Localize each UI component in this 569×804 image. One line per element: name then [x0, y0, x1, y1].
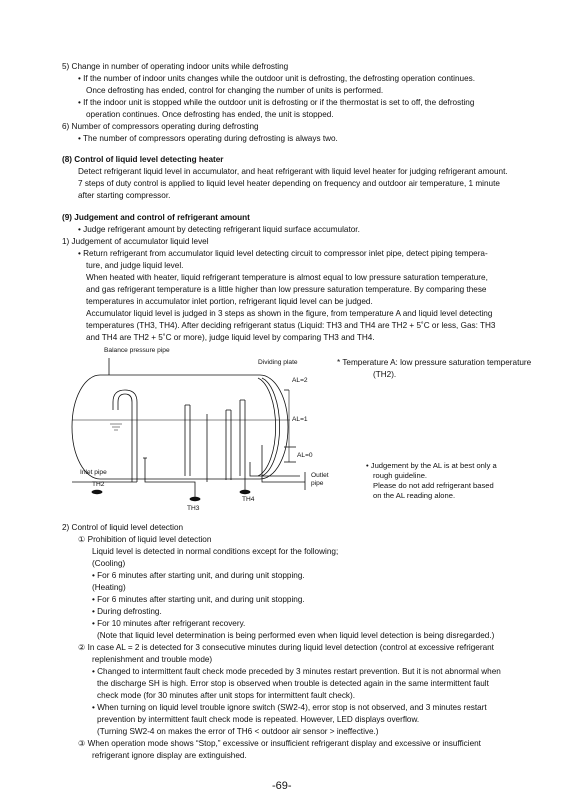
judgement-note-line: Please do not add refrigerant based	[373, 481, 494, 490]
control-1-line: (Cooling)	[92, 559, 126, 568]
control-2-line: replenishment and trouble mode)	[92, 655, 213, 664]
th3-label: TH3	[187, 505, 200, 512]
control-2-line: ② In case AL = 2 is detected for 3 consecutive minutes during liquid level detection (control at excessive refrigerant	[78, 643, 494, 652]
section-9-line: and gas refrigerant temperature is a little higher than low pressure saturation temperature. By comparing these	[86, 285, 487, 294]
section-9-title: (9) Judgement and control of refrigerant amount	[62, 213, 250, 222]
th2-label: TH2	[92, 481, 105, 488]
th3-pipe	[185, 405, 190, 476]
control-2-line: prevention by intermittent fault check mode is repeated. However, LED displays overflow.	[97, 715, 420, 724]
th4-label: TH4	[242, 496, 255, 503]
section-8-line: 7 steps of duty control is applied to liquid level heater depending on frequency and outdoor air temperature, 1 minute	[78, 179, 500, 188]
judgement-note-line: on the AL reading alone.	[373, 491, 456, 500]
balance-pipe-label: Balance pressure pipe	[104, 347, 170, 354]
control-1-line: Liquid level is detected in normal conditions except for the following;	[92, 547, 339, 556]
section-6-line: • The number of compressors operating during defrosting is always two.	[78, 134, 338, 143]
section-5-title: 5) Change in number of operating indoor units while defrosting	[62, 62, 289, 71]
section-2-title: 2) Control of liquid level detection	[62, 523, 184, 532]
outlet-pipe-label: Outlet pipe	[311, 472, 329, 487]
control-1-line: (Heating)	[92, 583, 126, 592]
section-9-sub1-title: 1) Judgement of accumulator liquid level	[62, 237, 209, 246]
section-8-line: Detect refrigerant liquid level in accumulator, and heat refrigerant with liquid level heater for judging refrigerant amount.	[78, 167, 508, 176]
control-2-line: (Turning SW2-4 on makes the error of TH6 < outdoor air sensor > ineffective.)	[97, 727, 379, 736]
control-3-line: refrigerant ignore display are extinguished.	[92, 751, 247, 760]
control-1-line: • During defrosting.	[92, 607, 162, 616]
al0-label: AL=0	[297, 452, 313, 459]
al2-label: AL=2	[292, 377, 308, 384]
dividing-plate	[262, 378, 280, 476]
accumulator-tank	[72, 375, 288, 479]
control-1-line: • For 6 minutes after starting unit, and during unit stopping.	[92, 595, 305, 604]
section-5-line: • If the indoor unit is stopped while the outdoor unit is defrosting or if the thermostat is set to off, the defrosting	[78, 98, 475, 107]
section-9-line: • Return refrigerant from accumulator liquid level detecting circuit to compressor inlet pipe, detect piping tempera-	[78, 249, 488, 258]
section-9-line: When heated with heater, liquid refrigerant temperature is almost equal to low pressure saturation temperature,	[86, 273, 488, 282]
section-9-line: temperatures in accumulator inlet portion, refrigerant liquid level can be judged.	[86, 297, 373, 306]
control-1-line: (Note that liquid level determination is being performed even when liquid level detection is being disregarded.)	[97, 631, 495, 640]
control-3-line: ③ When operation mode shows “Stop,” excessive or insufficient refrigerant display and excessive or insufficient	[78, 739, 481, 748]
control-1-line: • For 6 minutes after starting unit, and during unit stopping.	[92, 571, 305, 580]
section-9-line: ture, and judge liquid level.	[86, 261, 184, 270]
th2-sensor	[92, 490, 102, 494]
section-6-title: 6) Number of compressors operating during defrosting	[62, 122, 259, 131]
control-2-line: check mode (for 30 minutes after unit stops for intermittent fault check).	[97, 691, 356, 700]
control-2-line: • When turning on liquid level trouble ignore switch (SW2-4), error stop is not observed, and 3 minutes restart	[92, 703, 487, 712]
section-8-line: after starting compressor.	[78, 191, 171, 200]
section-9-line: temperatures (TH3, TH4). After deciding refrigerant status (Liquid: TH3 and TH4 are TH2 + 5˚C or less, Gas: TH3	[86, 321, 496, 330]
inlet-pipe	[118, 394, 132, 482]
control-2-line: the discharge SH is high. Error stop is observed when trouble is detected again in the same intermittent fault	[97, 679, 489, 688]
control-1-line: • For 10 minutes after refrigerant recovery.	[92, 619, 246, 628]
section-9-bullet: • Judge refrigerant amount by detecting refrigerant liquid surface accumulator.	[78, 225, 360, 234]
th3-sensor	[190, 497, 200, 501]
section-9-line: Accumulator liquid level is judged in 3 steps as shown in the figure, from temperature A and liquid level detecting	[86, 309, 493, 318]
section-5-line: operation continues. Once defrosting has ended, the unit is stopped.	[86, 110, 334, 119]
control-2-line: • Changed to intermittent fault check mode preceded by 3 minutes restart prevention. But it is not abnormal when	[92, 667, 501, 676]
section-9-line: and TH4 are TH2 + 5˚C or more), judge liquid level by comparing TH3 and TH4.	[86, 333, 375, 342]
th4-pipe	[226, 410, 231, 480]
inlet-pipe-label: Inlet pipe	[80, 469, 107, 476]
dividing-plate-label: Dividing plate	[258, 359, 298, 366]
judgement-note-line: • Judgement by the AL is at best only a	[366, 461, 497, 470]
section-5-line: • If the number of indoor units changes while the outdoor unit is defrosting, the defrosting operation continues.	[78, 74, 476, 83]
page-number: -69-	[272, 780, 292, 792]
temperature-a-note-cont: (TH2).	[373, 370, 397, 379]
al1-label: AL=1	[292, 416, 308, 423]
judgement-note-line: rough guideline.	[373, 471, 428, 480]
section-8-title: (8) Control of liquid level detecting heater	[62, 155, 224, 164]
section-5-line: Once defrosting has ended, control for changing the number of units is performed.	[86, 86, 384, 95]
control-1-title: ① Prohibition of liquid level detection	[78, 535, 212, 544]
temperature-a-note: * Temperature A: low pressure saturation temperature	[337, 358, 532, 367]
th4-sensor	[240, 490, 250, 494]
